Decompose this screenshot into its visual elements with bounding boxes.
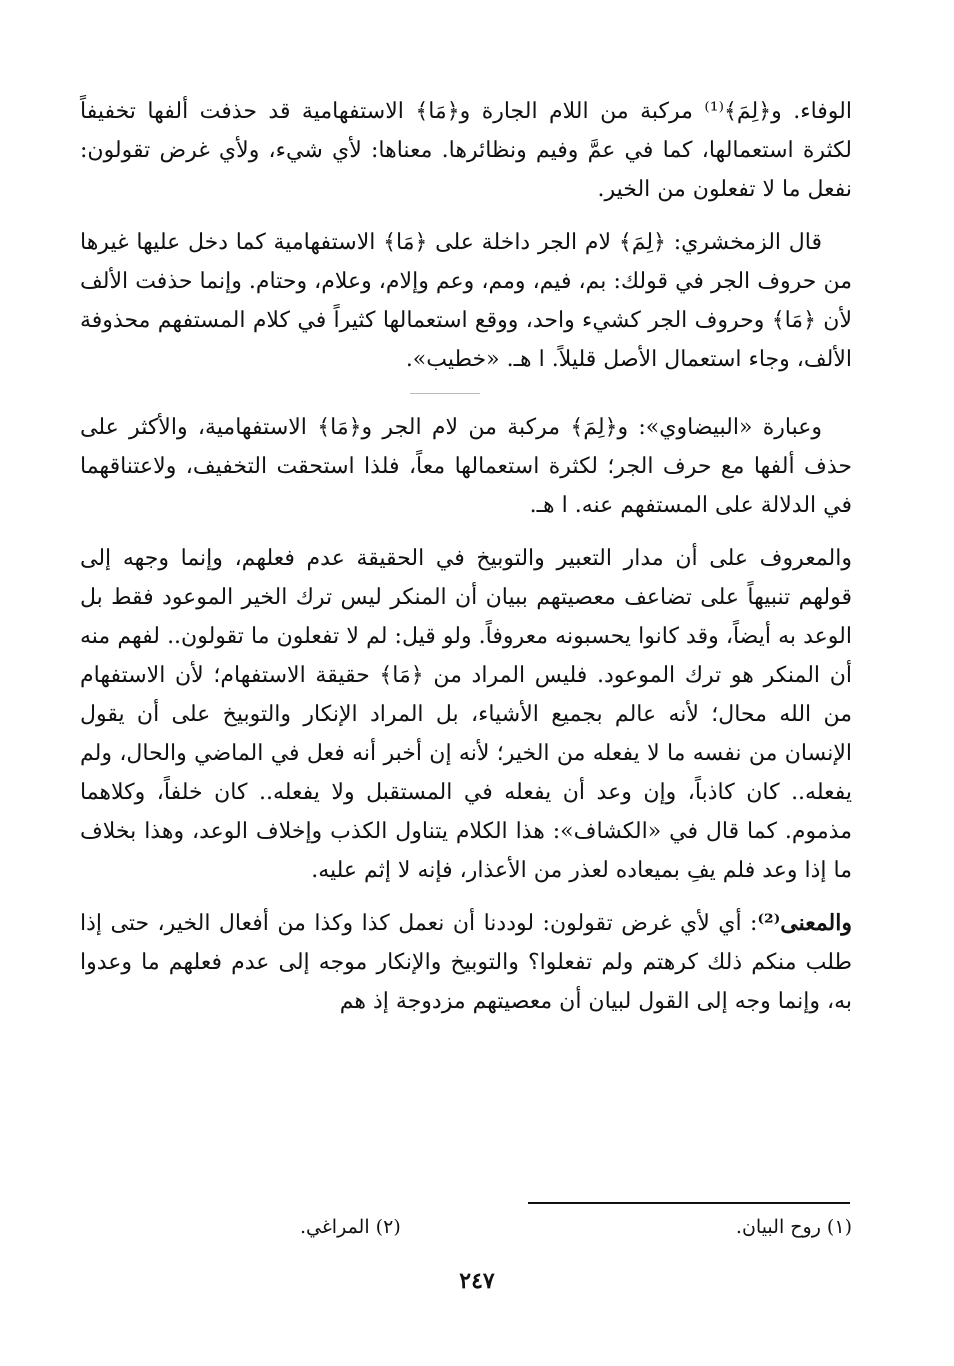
paragraph-1: الوفاء. و﴿لِمَ﴾⁽¹⁾ مركبة من اللام الجارة و﴿مَا﴾ الاستفهامية قد حذفت ألفها تخفيفاً لكثرة استعمالها، كما في عمَّ وفيم ونظائرها. معناها: لأي شيء، ولأي غرض تقولون: نفعل ما لا تفعلون من الخير. xyxy=(80,99,852,202)
paragraph-3: وعبارة «البيضاوي»: و﴿لِمَ﴾ مركبة من لام الجر و﴿مَا﴾ الاستفهامية، والأكثر على حذف ألفها مع حرف الجر؛ لكثرة استعمالها معاً، فلذا استحقت التخفيف، ولاعتناقهما في الدلالة على المستفهم عنه. ا هـ. xyxy=(80,415,852,518)
paragraph-4: والمعروف على أن مدار التعبير والتوبيخ في الحقيقة عدم فعلهم، وإنما وجهه إلى قولهم تنبيهاً على تضاعف معصيتهم ببيان أن المنكر ليس ترك الخير الموعود فقط بل الوعد به أيضاً، وقد كانوا يحسبونه معروفاً. ولو قيل: لم لا تفعلون ما تقولون.. لفهم منه أن المنكر هو ترك الموعود. فليس المراد من ﴿مَا﴾ حقيقة الاستفهام؛ لأن الاستفهام من الله محال؛ لأنه عالم بجميع الأشياء، بل المراد الإنكار والتوبيخ على أن يقول الإنسان من نفسه ما لا يفعله من الخير؛ لأنه إن أخبر أنه فعل في الماضي والحال، ولم يفعله.. كان كاذباً، وإن وعد أن يفعله في المستقبل ولا يفعله.. كان خلفاً، وكلاهما مذموم. كما قال في «الكشاف»: هذا الكلام يتناول الكذب وإخلاف الوعد، وهذا بخلاف ما إذا وعد فلم يفِ بميعاده لعذر من الأعذار، فإنه لا إثم عليه. xyxy=(80,546,852,883)
footnote-2: (٢) المراغي. xyxy=(300,1216,401,1238)
page-body xyxy=(80,92,852,1035)
paragraph-5-lead: والمعنى⁽²⁾ xyxy=(757,910,852,936)
page-number: ٢٤٧ xyxy=(459,1268,495,1294)
paragraph-5-text: : أي لأي غرض تقولون: لوددنا أن نعمل كذا وكذا من أفعال الخير، حتى إذا طلب منكم ذلك كرهتم ولم تفعلوا؟ والتوبيخ والإنكار موجه إلى عدم فعلهم ما وعدوا به، وإنما وجه إلى القول لبيان أن معصيتهم مزدوجة إذ هم xyxy=(80,911,852,1014)
footnotes xyxy=(300,1216,852,1238)
footnote-separator xyxy=(528,1202,850,1204)
paragraph-2: قال الزمخشري: ﴿لِمَ﴾ لام الجر داخلة على ﴿مَا﴾ الاستفهامية كما دخل عليها غيرها من حروف الجر في قولك: بم، فيم، ومم، وعم وإلام، وعلام، وحتام. وإنما حذفت الألف لأن ﴿مَا﴾ وحروف الجر كشيء واحد، ووقع استعمالها كثيراً في كلام المستفهم محذوفة الألف، وجاء استعمال الأصل قليلاً. ا هـ. «خطيب». xyxy=(80,230,852,372)
divider xyxy=(410,393,480,394)
footnote-1: (١) روح البيان. xyxy=(735,1216,852,1238)
paragraph-5 xyxy=(80,904,852,1021)
